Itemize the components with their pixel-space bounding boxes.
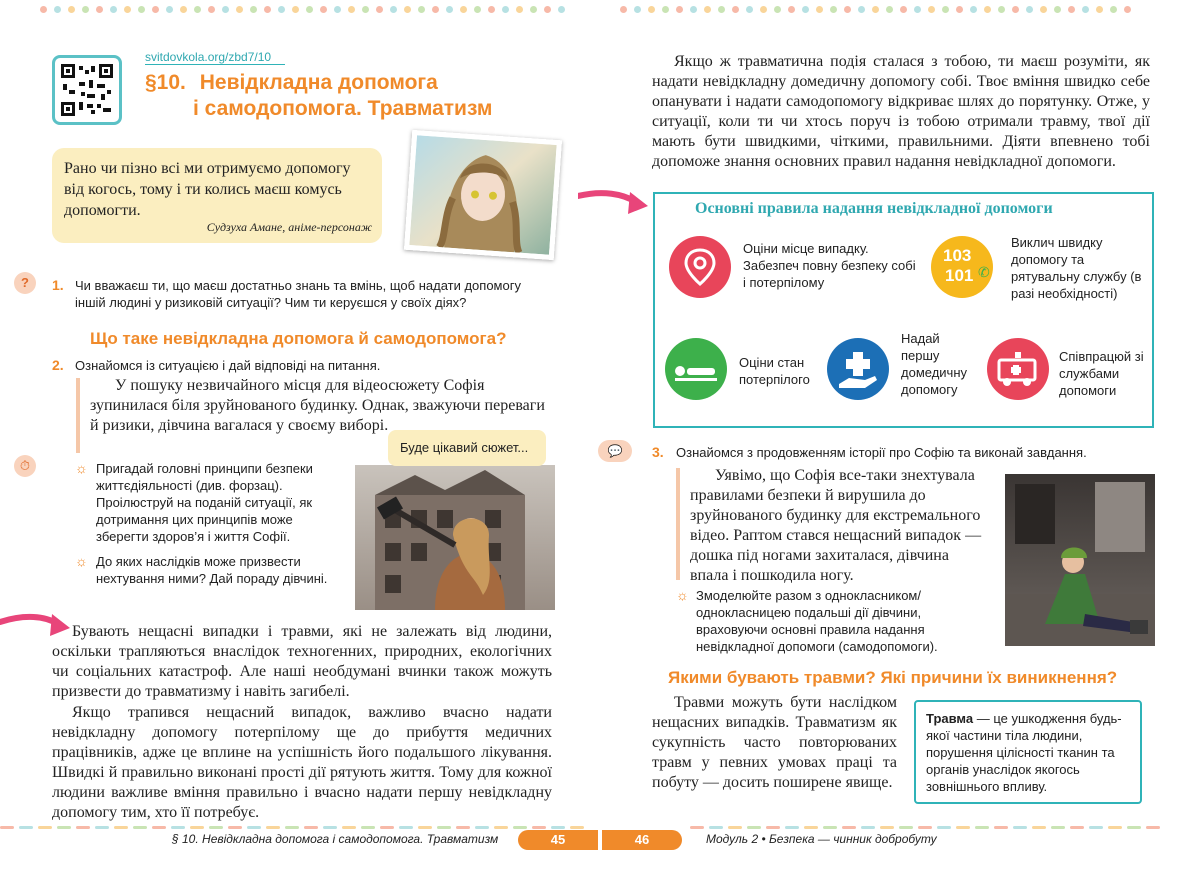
speech-bubble — [388, 430, 546, 466]
ambulance-icon — [987, 338, 1049, 400]
task3-number: 3. — [652, 444, 664, 460]
body-left-p1: Бувають нещасні випадки і травми, які не залежать від людини, оскільки трапляються внаслідок техногенних, природних, екологічних чи соціальних катастроф. Але наші необдумані вчинки також можуть призвести до травматизму і навіть загибелі. — [52, 623, 552, 700]
helping-hand-icon — [827, 338, 889, 400]
quote-author: Судзуха Амане, аніме-персонаж — [206, 220, 372, 234]
task3-question: Змоделюйте разом з однокласником/однокласницею подальші дії дівчини, враховуючи основні правила надання невідкладної допомоги (самодопомоги). — [696, 588, 938, 654]
task3-story: Уявімо, що Софія все-таки знехтувала правилами безпеки й вирушила до зруйнованого будинку для екстремального відео. Раптом стався нещасний випадок — дошка під ногами захиталася, дівчина впала і пошкодила ногу. — [690, 467, 982, 584]
definition-text: — це ушкодження будь-якої частини тіла людини, порушення цілісності тканин та органів унаслідок якогось зовнішнього впливу. — [926, 711, 1122, 794]
location-pin-icon — [669, 236, 731, 298]
task2-number: 2. — [52, 357, 64, 373]
qr-code-icon — [61, 64, 113, 116]
question-icon: ? — [14, 272, 36, 294]
pink-arrow-icon — [578, 186, 650, 222]
body-right-p1: Якщо ж травматична подія сталася з тобою, ти маєш розуміти, як надати невідкладну домедичну допомогу собі. Твоє вміння швидко себе опанувати і надати самодопомогу відкриває шлях до порятунку. Отже, у ситуації, коли ти чи хтось поруч із тобою отримали травму, твої дії мають бути швидкими, чіткими, правильними. Діяти впевнено тобі допоможе знання основних правил надання невідкладної допомоги. — [652, 53, 1150, 170]
page-number-left: 45 — [518, 830, 598, 850]
qr-code[interactable] — [52, 55, 122, 125]
rule1-text: Оціни місце випадку. Забезпеч повну безпеку собі і потерпілому — [743, 241, 916, 290]
section2-text: Травми можуть бути наслідком нещасних випадків. Травматизм як сукупність часто повторюваних травм у певних умовах праці та побуту — досить поширене явище. — [652, 694, 897, 791]
definition-box — [914, 700, 1142, 804]
story-stripe — [76, 378, 80, 453]
body-left-p2: Якщо трапився нещасний випадок, важливо вчасно надати невідкладну допомогу потерпілому ще до прибуття медичних працівників, адже це вплине на успішність його подальшого лікування. Швидкі й правильно виконані прості дії рятують життя. Тому для кожної людини важливе вміння правильно і вчасно надати першу невідкладну допомогу тим, хто її потребує. — [52, 704, 552, 821]
sun-bullet-icon: ☼ — [75, 460, 88, 476]
rule2-number-101: 101 — [945, 266, 974, 285]
top-dots-right — [620, 6, 1131, 16]
quote-box — [52, 148, 382, 243]
question1-text: Чи вважаєш ти, що маєш достатньо знань та вмінь, щоб надати допомогу іншій людині у ризиковій ситуації? Чим ти керуєшся у своїх діях? — [75, 278, 521, 310]
rule5-text: Співпрацюй зі службами допомоги — [1059, 349, 1144, 398]
lying-person-icon — [665, 338, 727, 400]
rule2-number-103: 103 — [943, 246, 972, 265]
rules-title: Основні правила надання невідкладної допомоги — [695, 200, 1053, 217]
footer-dashes-right — [690, 826, 1160, 830]
footer-right-text: Модуль 2 • Безпека — чинник добробуту — [706, 832, 937, 846]
task2-intro: Ознайомся із ситуацією і дай відповіді на питання. — [75, 358, 381, 373]
header-url[interactable]: svitdovkola.org/zbd7/10 — [145, 50, 285, 65]
stopwatch-icon: ⏱ — [14, 455, 36, 477]
task2-story: У пошуку незвичайного місця для відеосюжету Софія зупинилася біля зруйнованого будинку. Однак, зважуючи переваги й ризики, дівчина вагалася у своєму виборі. — [90, 377, 545, 434]
bubble-text: Буде цікавий сюжет... — [400, 440, 529, 455]
injured-girl-photo — [1005, 474, 1155, 646]
definition-content — [926, 710, 1131, 795]
rule4-text: Надай першу домедичну допомогу — [901, 331, 967, 397]
rules-box — [653, 192, 1154, 428]
task2-question-b: До яких наслідків може призвести нехтування ними? Дай пораду дівчині. — [96, 554, 328, 586]
rule2-text: Виклич швидку допомогу та рятувальну службу (в разі необхідності) — [1011, 235, 1142, 301]
story-stripe — [676, 468, 680, 580]
task3-intro: Ознайомся з продовженням історії про Софію та виконай завдання. — [676, 445, 1087, 460]
quote-text: Рано чи пізно всі ми отримуємо допомогу від когось, тому і ти колись маєш комусь допомогти. — [64, 160, 351, 219]
girl-selfie-photo — [355, 465, 555, 610]
top-dots-left — [40, 6, 565, 16]
task2-question-a: Пригадай головні принципи безпеки життєдіяльності (див. форзац). Проілюструй на поданій ситуації, як дотримання цих принципів може зберегти здоров’я і життя Софії. — [96, 461, 313, 544]
anime-character-image — [404, 130, 562, 260]
page-number-right: 46 — [602, 830, 682, 850]
title-line2: і самодопомога. Травматизм — [193, 97, 493, 120]
sun-bullet-icon: ☼ — [676, 587, 689, 603]
phone-icon: 103 101 ✆ — [931, 236, 993, 298]
chat-bubble-icon: 💬 — [598, 440, 632, 462]
section2-heading: Якими бувають травми? Які причини їх виникнення? — [668, 668, 1118, 687]
title-line1: Невідкладна допомога — [199, 71, 438, 94]
sun-bullet-icon: ☼ — [75, 553, 88, 569]
footer-left-text: § 10. Невідкладна допомога і самодопомога. Травматизм — [172, 832, 499, 846]
section1-heading: Що таке невідкладна допомога й самодопомога? — [90, 329, 507, 348]
page-title — [145, 70, 492, 122]
definition-term: Травма — [926, 711, 974, 726]
question1-number: 1. — [52, 277, 64, 293]
rule3-text: Оціни стан потерпілого — [739, 355, 810, 387]
paragraph-number: §10. — [145, 71, 186, 94]
footer-dashes-left — [0, 826, 584, 830]
